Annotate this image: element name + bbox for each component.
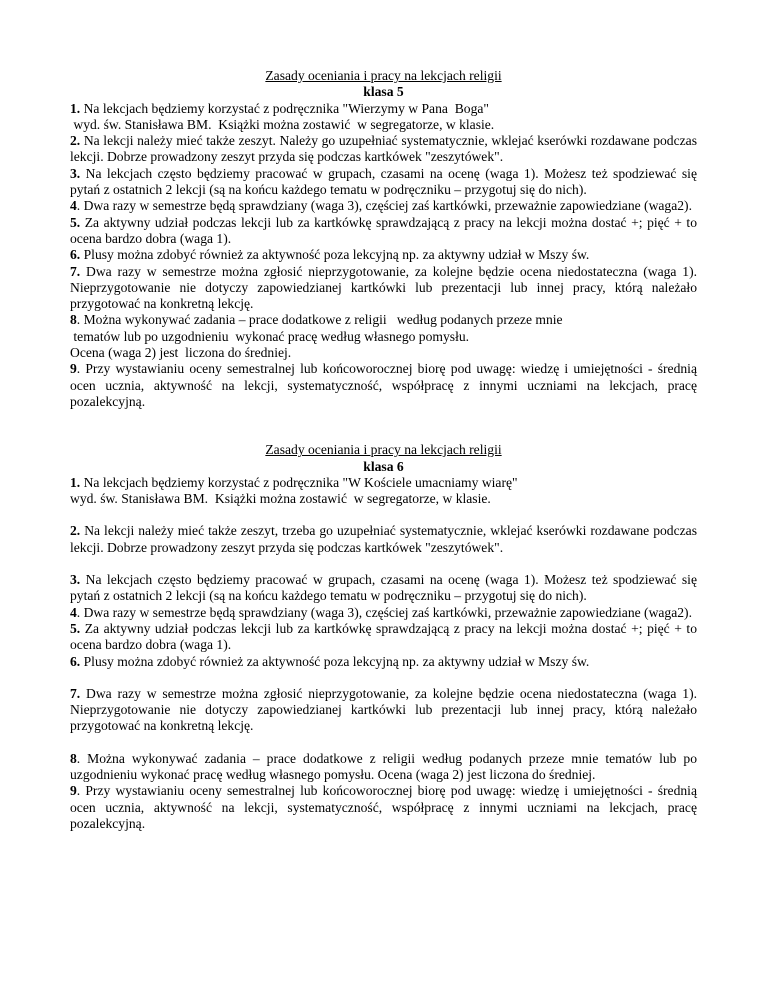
rule-number: 1. <box>70 100 81 116</box>
rule-text-line: wyd. św. Stanisława BM. Książki można zostawić w segregatorze, w klasie. <box>70 491 491 507</box>
rule-number: 8 <box>70 312 77 328</box>
section-spacer <box>70 410 697 442</box>
section-klasa-5 <box>70 68 697 410</box>
rule-number: 3. <box>70 572 81 588</box>
section-class-label: klasa 6 <box>363 458 404 474</box>
rule-number: 5. <box>70 620 81 636</box>
rule-number: 7. <box>70 685 81 701</box>
rule-text: . Można wykonywać zadania – prace dodatkowe z religii według podanych przeze mnie tematów lub po uzgodnieniu wykonać pracę według własnego pomysłu. Ocena (waga 2) jest liczona do średniej. <box>70 750 697 782</box>
paragraph-spacer <box>70 670 697 686</box>
rule-text-line: Na lekcjach będziemy korzystać z podręcznika "W Kościele umacniamy wiarę" <box>83 474 518 490</box>
rule-text: Na lekcjach często będziemy pracować w grupach, czasami na ocenę (waga 1). Możesz też spodziewać się pytań z ostatnich 2 lekcji (są na końcu każdego tematu w podręczniku – przygotuj się do nich). <box>70 165 697 198</box>
rule-text: . Dwa razy w semestrze będą sprawdziany (waga 3), częściej zaś kartkówki, przeważnie zapowiedziane (waga2). <box>76 604 692 620</box>
rule-7 <box>70 686 697 735</box>
section-title: Zasady oceniania i pracy na lekcjach religii <box>265 68 502 83</box>
rule-number: 9 <box>70 361 77 377</box>
rule-text: Plusy można zdobyć również za aktywność poza lekcyjną np. za aktywny udział w Mszy św. <box>83 247 590 263</box>
rule-number: 2. <box>70 133 81 149</box>
rule-number: 6. <box>70 247 81 263</box>
rule-9 <box>70 783 697 832</box>
rule-5 <box>70 621 697 654</box>
rule-8 <box>70 312 697 361</box>
rule-text: . Przy wystawianiu oceny semestralnej lub końcoworocznej biorę pod uwagę: wiedzę i umiejętności - średnią ocen ucznia, aktywność na lekcji, systematyczność, współpracę z innymi uczniami na lekcjach, pracę pozalekcyjną. <box>70 361 697 409</box>
section-klasa-6 <box>70 442 697 832</box>
rule-5 <box>70 215 697 248</box>
rule-text-line: Na lekcjach będziemy korzystać z podręcznika "Wierzymy w Pana Boga" <box>83 100 489 116</box>
paragraph-spacer <box>70 507 697 523</box>
rule-number: 6. <box>70 653 81 669</box>
rule-text: Za aktywny udział podczas lekcji lub za kartkówkę sprawdzającą z pracy na lekcji można dostać +; pięć + to ocena bardzo dobra (waga 1). <box>70 620 697 653</box>
paragraph-spacer <box>70 556 697 572</box>
rule-3 <box>70 572 697 605</box>
section-class-label: klasa 5 <box>363 84 404 100</box>
rule-number: 5. <box>70 214 81 230</box>
rule-2 <box>70 523 697 556</box>
rule-number: 4 <box>70 604 77 620</box>
rule-number: 8 <box>70 750 77 766</box>
rule-text: Na lekcjach często będziemy pracować w grupach, czasami na ocenę (waga 1). Możesz też spodziewać się pytań z ostatnich 2 lekcji (są na końcu każdego tematu w podręczniku – przygotuj się do nich). <box>70 572 697 604</box>
section-title: Zasady oceniania i pracy na lekcjach religii <box>265 442 502 458</box>
rule-4 <box>70 605 697 621</box>
rule-text: . Dwa razy w semestrze będą sprawdziany (waga 3), częściej zaś kartkówki, przeważnie zapowiedziane (waga2). <box>76 198 692 214</box>
rule-text: Dwa razy w semestrze można zgłosić nieprzygotowanie, za kolejne będzie ocena niedostateczna (waga 1). Nieprzygotowanie nie dotyczy zapowiedzianej kartkówki lub prezentacji lub innej pracy, którą należało przygotować na konkretną lekcję. <box>70 263 698 312</box>
rule-text-line: . Można wykonywać zadania – prace dodatkowe z religii według podanych przeze mnie <box>76 312 563 328</box>
rule-number: 2. <box>70 523 81 539</box>
paragraph-spacer <box>70 735 697 751</box>
rule-1 <box>70 475 697 508</box>
rule-text-line: wyd. św. Stanisława BM. Książki można zostawić w segregatorze, w klasie. <box>70 116 495 132</box>
rule-text-line: tematów lub po uzgodnieniu wykonać pracę według własnego pomysłu. <box>70 328 470 344</box>
rule-6 <box>70 654 697 670</box>
rule-number: 3. <box>70 165 81 181</box>
rule-9 <box>70 361 697 410</box>
rule-number: 1. <box>70 474 81 490</box>
rule-4 <box>70 198 697 214</box>
rule-1 <box>70 101 697 134</box>
rule-text: Na lekcji należy mieć także zeszyt. Należy go uzupełniać systematycznie, wklejać kserówki rozdawane podczas lekcji. Dobrze prowadzony zeszyt przyda się podczas kartkówek "zeszytówek". <box>70 133 697 165</box>
rule-7 <box>70 264 697 313</box>
rule-8 <box>70 751 697 784</box>
rule-number: 4 <box>70 198 77 214</box>
rule-3 <box>70 166 697 199</box>
rule-6 <box>70 247 697 263</box>
rule-text: . Przy wystawianiu oceny semestralnej lub końcoworocznej biorę pod uwagę: wiedzę i umiejętności - średnią ocen ucznia, aktywność na lekcji, systematyczność, współpracę z innymi uczniami na lekcjach, pracę pozalekcyjną. <box>70 783 697 831</box>
rule-text-line: Ocena (waga 2) jest liczona do średniej. <box>70 345 292 361</box>
rule-number: 7. <box>70 263 81 279</box>
rule-2 <box>70 133 697 166</box>
rule-number: 9 <box>70 783 77 799</box>
rule-text: Dwa razy w semestrze można zgłosić nieprzygotowanie, za kolejne będzie ocena niedostateczna (waga 1). Nieprzygotowanie nie dotyczy zapowiedzianej kartkówki lub prezentacji lub innej pracy, którą należało przygotować na konkretną lekcję. <box>70 685 698 734</box>
rule-text: Za aktywny udział podczas lekcji lub za kartkówkę sprawdzającą z pracy na lekcji można dostać +; pięć + to ocena bardzo dobra (waga 1). <box>70 214 697 246</box>
rule-text: Plusy można zdobyć również za aktywność poza lekcyjną np. za aktywny udział w Mszy św. <box>83 653 590 669</box>
document-page <box>70 68 697 832</box>
rule-text: Na lekcji należy mieć także zeszyt, trzeba go uzupełniać systematycznie, wklejać kserówki rozdawane podczas lekcji. Dobrze prowadzony zeszyt przyda się podczas kartkówek "zeszytówek". <box>70 523 697 555</box>
